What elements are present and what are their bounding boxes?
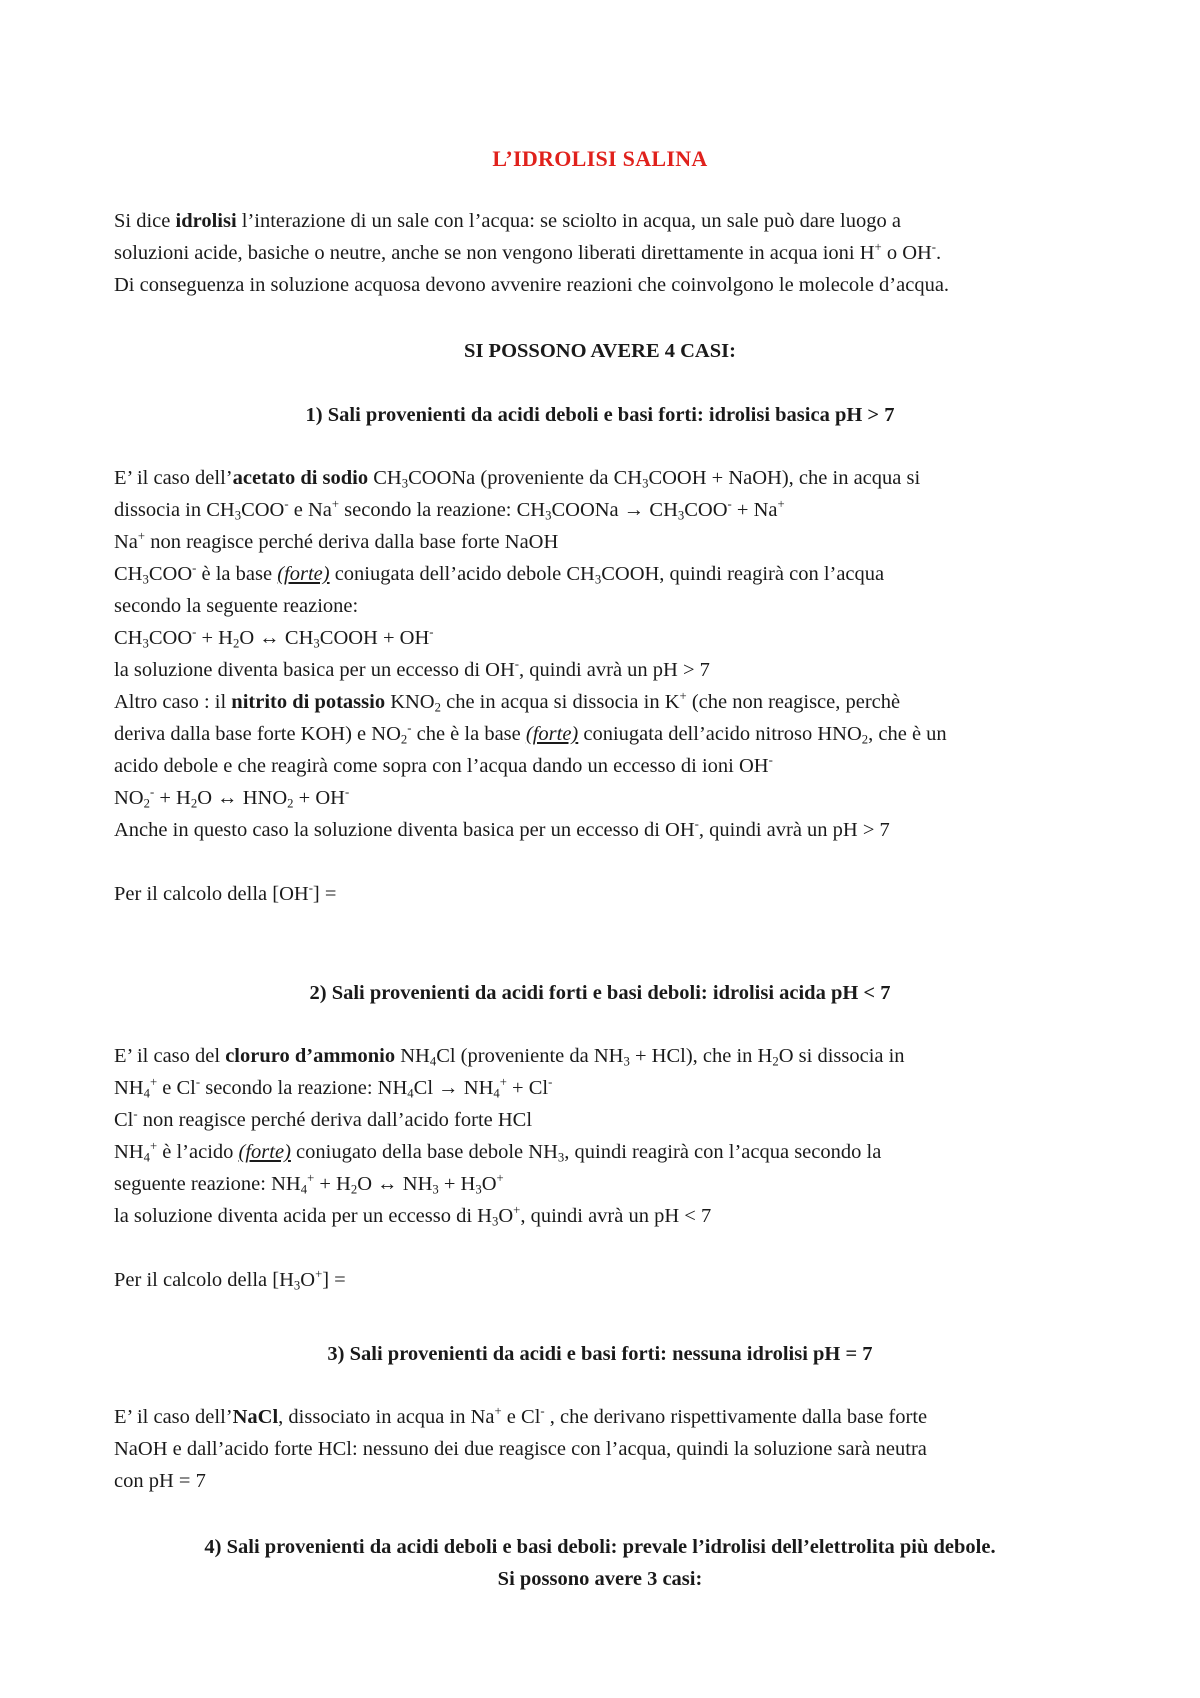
case1-line-5: secondo la seguente reazione: bbox=[114, 595, 359, 617]
case1-calc-line: Per il calcolo della [OH-] = bbox=[114, 881, 337, 905]
case2-heading: 2) Sali provenienti da acidi forti e basi deboli: idrolisi acida pH < 7 bbox=[309, 982, 891, 1004]
case1-line-4: $CH_3COO^-$ è la base (forte) coniugata dell’acido debole $CH_3COOH$, quindi reagirà con l’acqua bbox=[114, 561, 885, 587]
case3-line-1: E’ il caso dell’NaCl, dissociato in acqua in Na+ e Cl- , che derivano rispettivamente dalla base forte bbox=[114, 1404, 928, 1428]
case2-line-5: seguente reazione: $NH_4^+ + H_2O$ ↔ $NH_3 + H_3O^+$ bbox=[114, 1171, 504, 1197]
case2-line-1: E’ il caso del cloruro d’ammonio $NH_4Cl$ (proveniente da $NH_3 + HCl$), che in $H_2O$ si dissocia in bbox=[114, 1045, 905, 1069]
case1-line-1: E’ il caso dell’acetato di sodio $CH_3COONa$ (proveniente da $CH_3COOH$ + NaOH), che in acqua si bbox=[114, 467, 921, 491]
case2-line-2: $NH_4^+$ e Cl- secondo la reazione: $NH_4Cl \to NH_4^+ + Cl^-$ bbox=[114, 1075, 553, 1101]
case1-equation-1: $CH_3COO^- + H_2O$ ↔ $CH_3COOH + OH^-$ bbox=[114, 625, 434, 651]
case1-line-10: acido debole e che reagirà come sopra con l’acqua dando un eccesso di ioni OH- bbox=[114, 753, 773, 777]
case2-line-4: $NH_4^+$ è l’acido (forte) coniugato della base debole $NH_3$, quindi reagirà con l’acqua secondo la bbox=[114, 1139, 882, 1165]
cases-heading: SI POSSONO AVERE 4 CASI: bbox=[464, 340, 736, 362]
case4-subheading: Si possono avere 3 casi: bbox=[497, 1568, 703, 1590]
case3-heading: 3) Sali provenienti da acidi e basi forti: nessuna idrolisi pH = 7 bbox=[327, 1343, 873, 1365]
case1-line-2: dissocia in $CH_3COO^-$ e Na+ secondo la reazione: $CH_3COONa \to CH_3COO^- + Na^+$ bbox=[114, 497, 785, 523]
case2-line-6: la soluzione diventa acida per un eccesso di $H_3O^+$, quindi avrà un pH < 7 bbox=[114, 1203, 712, 1229]
case3-line-2: NaOH e dall’acido forte HCl: nessuno dei due reagisce con l’acqua, quindi la soluzione sarà neutra bbox=[114, 1438, 927, 1460]
case1-line-3: Na+ non reagisce perché deriva dalla base forte NaOH bbox=[114, 529, 559, 553]
case1-line-7: la soluzione diventa basica per un eccesso di OH-, quindi avrà un pH > 7 bbox=[114, 657, 710, 681]
intro-line-2: soluzioni acide, basiche o neutre, anche se non vengono liberati direttamente in acqua ioni H+ o OH-. bbox=[114, 240, 942, 264]
case1-line-9: deriva dalla base forte KOH) e $NO_2^-$ che è la base (forte) coniugata dell’acido nitroso $HNO_2$, che è un bbox=[114, 721, 947, 747]
case1-line-8: Altro caso : il nitrito di potassio $KNO_2$ che in acqua si dissocia in K+ (che non reagisce, perchè bbox=[114, 689, 901, 715]
page-title: L’IDROLISI SALINA bbox=[492, 146, 708, 171]
case1-equation-2: $NO_2^- + H_2O$ ↔ $HNO_2 + OH^-$ bbox=[114, 785, 350, 811]
intro-line-3: Di conseguenza in soluzione acquosa devono avvenire reazioni che coinvolgono le molecole d’acqua. bbox=[114, 274, 950, 296]
intro-line-1: Si dice idrolisi l’interazione di un sale con l’acqua: se sciolto in acqua, un sale può dare luogo a bbox=[114, 210, 901, 232]
case1-line-12: Anche in questo caso la soluzione diventa basica per un eccesso di OH-, quindi avrà un pH > 7 bbox=[114, 817, 890, 841]
case2-calc-line: Per il calcolo della $[H_3O^+]$ = bbox=[114, 1267, 346, 1293]
case2-line-3: Cl- non reagisce perché deriva dall’acido forte HCl bbox=[114, 1107, 533, 1131]
case4-heading: 4) Sali provenienti da acidi deboli e basi deboli: prevale l’idrolisi dell’elettrolita più debole. bbox=[204, 1536, 996, 1558]
case1-heading: 1) Sali provenienti da acidi deboli e basi forti: idrolisi basica pH > 7 bbox=[305, 404, 895, 426]
case3-line-3: con pH = 7 bbox=[114, 1470, 206, 1492]
